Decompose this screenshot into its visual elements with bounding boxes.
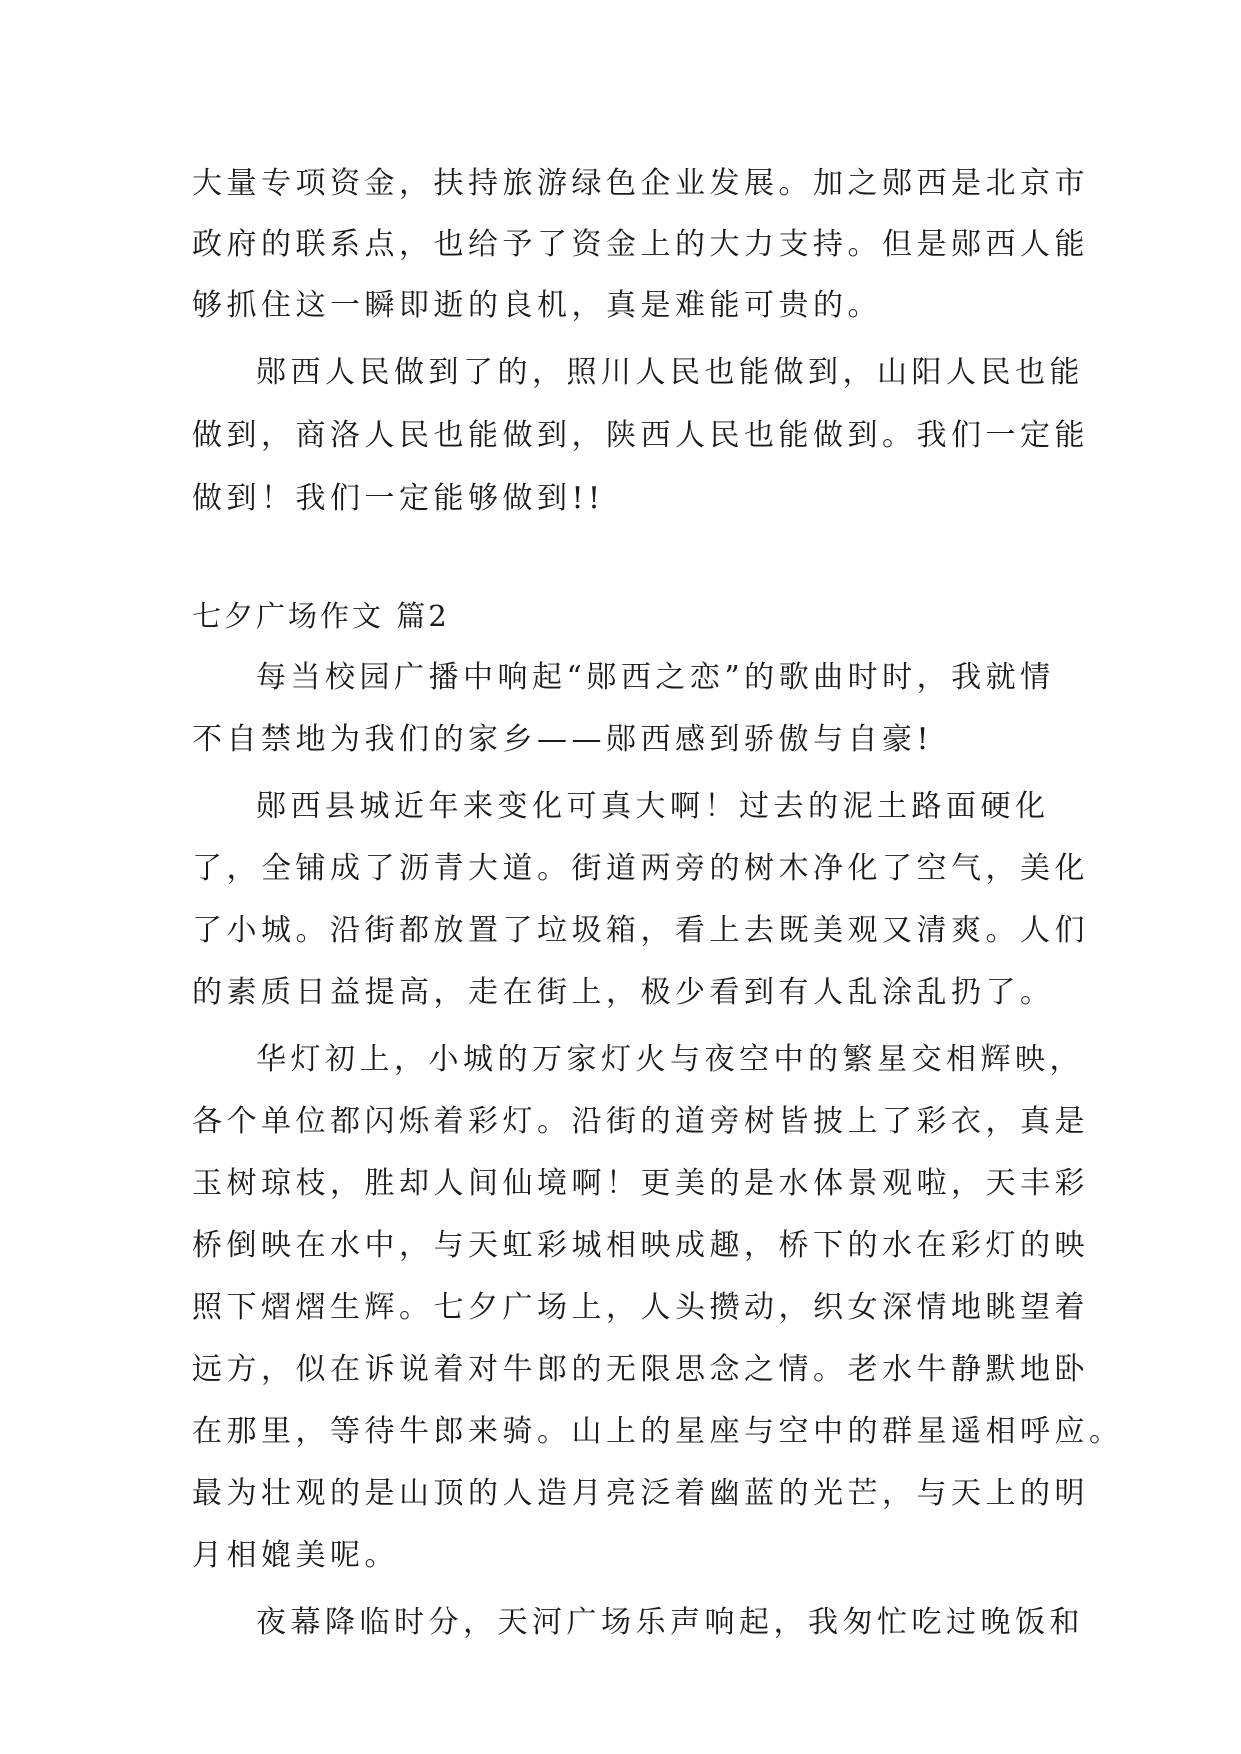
paragraph-line: 够抓住这一瞬即逝的良机，真是难能可贵的。 bbox=[192, 288, 882, 323]
paragraph-line: 在那里，等待牛郎来骑。山上的星座与空中的群星遥相呼应。 bbox=[192, 1414, 1124, 1449]
paragraph-line: 郧西县城近年来变化可真大啊！过去的泥土路面硬化 bbox=[256, 789, 1050, 824]
paragraph-line: 郧西人民做到了的，照川人民也能做到，山阳人民也能 bbox=[256, 355, 1084, 390]
paragraph-line: 做到，商洛人民也能做到，陕西人民也能做到。我们一定能 bbox=[192, 418, 1089, 453]
paragraph-line: 做到！我们一定能够做到!! bbox=[192, 481, 605, 516]
paragraph-line: 玉树琼枝，胜却人间仙境啊！更美的是水体景观啦，天丰彩 bbox=[192, 1166, 1089, 1201]
paragraph-line: 各个单位都闪烁着彩灯。沿街的道旁树皆披上了彩衣，真是 bbox=[192, 1104, 1089, 1139]
paragraph-line: 了，全铺成了沥青大道。街道两旁的树木净化了空气，美化 bbox=[192, 851, 1089, 886]
paragraph-line: 每当校园广播中响起“郧西之恋”的歌曲时时，我就情 bbox=[256, 660, 1055, 695]
paragraph-line: 夜幕降临时分，天河广场乐声响起，我匆忙吃过晚饭和 bbox=[256, 1605, 1084, 1640]
paragraph-line: 月相媲美呢。 bbox=[192, 1538, 399, 1573]
paragraph-line: 最为壮观的是山顶的人造月亮泛着幽蓝的光芒，与天上的明 bbox=[192, 1476, 1089, 1511]
paragraph-line: 远方，似在诉说着对牛郎的无限思念之情。老水牛静默地卧 bbox=[192, 1352, 1089, 1387]
paragraph-line: 华灯初上，小城的万家灯火与夜空中的繁星交相辉映， bbox=[256, 1042, 1084, 1077]
paragraph-line: 的素质日益提高，走在街上，极少看到有人乱涂乱扔了。 bbox=[192, 975, 1055, 1010]
paragraph-line: 桥倒映在水中，与天虹彩城相映成趣，桥下的水在彩灯的映 bbox=[192, 1228, 1089, 1263]
paragraph-line: 政府的联系点，也给予了资金上的大力支持。但是郧西人能 bbox=[192, 227, 1089, 262]
paragraph-line: 照下熠熠生辉。七夕广场上，人头攒动，织女深情地眺望着 bbox=[192, 1290, 1089, 1325]
section-heading: 七夕广场作文 篇2 bbox=[192, 599, 450, 633]
paragraph-line: 大量专项资金，扶持旅游绿色企业发展。加之郧西是北京市 bbox=[192, 166, 1089, 201]
paragraph-line: 了小城。沿街都放置了垃圾箱，看上去既美观又清爽。人们 bbox=[192, 913, 1089, 948]
paragraph-line: 不自禁地为我们的家乡——郧西感到骄傲与自豪! bbox=[192, 722, 934, 757]
